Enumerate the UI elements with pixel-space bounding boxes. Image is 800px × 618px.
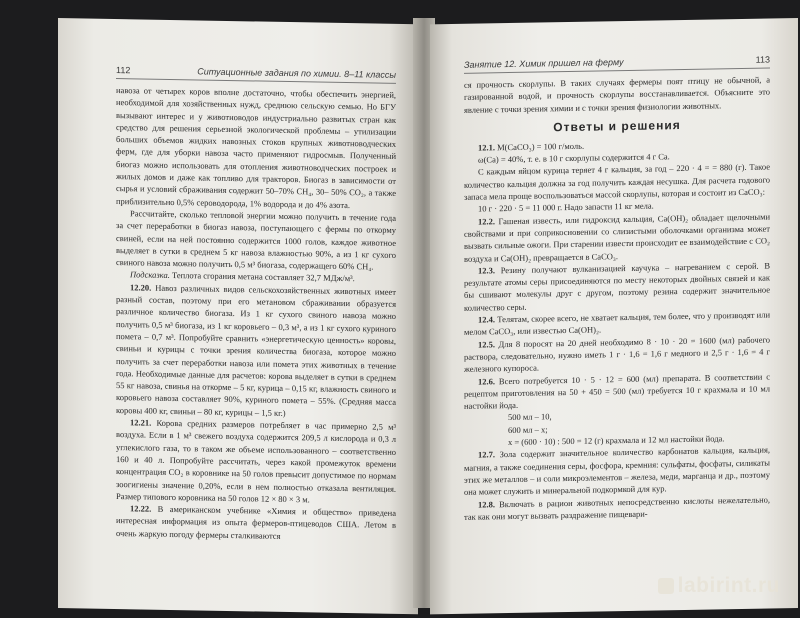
watermark — [658, 574, 780, 598]
answers-list-continued — [464, 444, 770, 523]
answer-number: 12.3. — [478, 265, 495, 276]
answer-paragraph — [464, 259, 770, 314]
answers-list — [464, 136, 770, 412]
right-page — [430, 18, 798, 614]
hint-label: Подсказка. — [130, 269, 170, 281]
answer-number: 12.4. — [478, 314, 495, 325]
paragraph: навоза от четырех коров вполне достаточно, чтобы обеспечить энергией, необходимой для хозяйственных нужд, среднюю сельскую семью. Но БГУ вызывают интерес и у животноводов индустриально развитых стран как средство для решения серьезной экологической проблемы – утилизации больших объемов жидких навозных стоков крупных животноводческих ферм, где для уборки навоза часто применяют гидросмыв. Полученный биогаз можно использовать для отопления животноводческих построек и жилых домов и даже как топливо для тракторов. Биогаз в зависимости от сырья и условий сбраживания содержит 50–70% CH₄, 30– 50% CO₂, а также приблизительно 0,5% сероводорода, 1% водорода и до 4% азота. — [116, 85, 396, 210]
answer-number: 12.8. — [478, 498, 495, 510]
left-running-title: Ситуационные задания по химии. 8–11 классы — [197, 66, 396, 80]
answer-text: Гашеная известь, или гидроксид кальция, Ca(OH)₂ обладает щелочными свойствами и при соприкосновении со слизистыми оболочками организма может вызвать сильные ожоги. При старении извести происходит ее взаимодействие с CO₂ воздуха и Ca(OH)₂ превращается в CaCO₃. — [464, 211, 771, 264]
left-page-number: 112 — [116, 65, 131, 76]
labirint-logo-icon — [658, 578, 674, 594]
answer-paragraph — [464, 161, 770, 203]
answer-text: С каждым яйцом курица теряет 4 г кальция, за год – 220 · 4 = = 880 (г). Такое количество кальция должна за год получить каждая несушка. Для расчета годового запаса мела проще воспользоваться массой скорлупы, которая и состоит из CaCO₃: — [464, 161, 770, 202]
left-page — [58, 18, 418, 614]
paragraph: Рассчитайте, сколько тепловой энергии можно получить в течение года за счет переработки в биогаз навоза, поступающего с фермы по откорму свиней, если на ней постоянно содержится 1000 голов, каждое животное выделяет в сутки в среднем 5 кг навоза влажностью 90%, а из 1 кг сухого свиного навоза можно получить 0,5 м³ биогаза, содержащего 60% CH₄. — [116, 208, 396, 272]
answer-number: 12.1. — [478, 142, 495, 153]
formula-line: 500 мл – 10, — [508, 411, 552, 423]
formula-block — [464, 407, 770, 449]
answer-text: Для 8 поросят на 20 дней необходимо 8 · 10 · 20 = 1600 (мл) рабочего раствора, следовательно, нужно иметь 1 г · 1,6 = 1,6 г медного и 2,5 г · 1,6 = 4 г железного купороса. — [464, 334, 770, 375]
open-book — [58, 18, 798, 618]
task-text: Корова средних размеров потребляет в час примерно 2,5 м³ воздуха. Если в 1 м³ свежего воздуха содержится 209,5 л кислорода и 0,3 л углекислого газа, то в таком же объеме использованного – соответственно 160 и 40 л. Попробуйте рассчитать, через какой промежуток времени концентрация CO₂ в коровнике на 50 голов превысит допустимое по нормам зоогигиены значение 0,20%, если в нем полностью отказала вентиляция. Размер типового коровника на 50 голов 12 × 80 × 3 м. — [116, 417, 397, 505]
task-text: В американском учебнике «Химия и общество» приведена интересная информация из опыта фермеров-птицеводов США. Летом в очень жаркую погоду фермеры сталкиваются — [116, 503, 397, 541]
answer-text: Телятам, скорее всего, не хватает кальция, тем более, что у производят или мелом CaCO₃, или известью Ca(OH)₂. — [464, 309, 770, 338]
answer-text: 10 г · 220 · 5 = 11 000 г. Надо запасти 11 кг мела. — [478, 200, 654, 214]
task-number: 12.20. — [130, 282, 152, 293]
answer-paragraph — [464, 333, 770, 375]
hint-text: Теплота сгорания метана составляет 32,7 МДж/м³. — [171, 270, 355, 284]
answer-number: 12.5. — [478, 338, 495, 350]
task-paragraph — [116, 281, 396, 421]
task-paragraph — [116, 502, 396, 544]
intro-paragraph: ся прочность скорлупы. В таких случаях фермеры поят птицу не обычной, а газированной водой, и прочность скорлупы восстанавливается. Объясните это явление с точки зрения химии и с точки зрения физиологии животных. — [464, 74, 770, 115]
answer-paragraph — [464, 210, 770, 265]
formula-line: x = (600 · 10) : 500 = 12 (г) крахмала и 12 мл настойки йода. — [508, 433, 725, 448]
answer-text: Резину получают вулканизацией каучука – нагреванием с серой. В результате атомы серы присоединяются по месту некоторых двойных связей и как бы сшивают молекулы друг с другом, поэтому резина содержит значительное количество серы. — [464, 260, 770, 313]
task-paragraph — [116, 416, 396, 507]
left-running-head — [116, 65, 396, 84]
right-page-number: 113 — [755, 54, 770, 65]
right-running-title: Занятие 12. Химик пришел на ферму — [464, 57, 624, 70]
answer-text: M(CaCO₃) = 100 г/моль. — [497, 140, 585, 153]
formula-line: 600 мл – x; — [508, 424, 548, 435]
answer-text: Всего потребуется 10 · 5 · 12 = 600 (мл) препарата. В соответствии с рецептом приготовления на 50 + 450 = 500 (мл) требуется 10 г крахмала и 10 мл настойки йода. — [464, 371, 771, 411]
task-text: Навоз различных видов сельскохозяйственных животных имеет разный состав, поэтому при его метановом сбраживании образуется различное количество биогаза. Из 1 кг сухого свиного навоза можно получить 0,5 м³ биогаза, из 1 кг коровьего – 0,3 м³, а из 1 кг сухого куриного помета – 0,7 м³. Попробуйте сравнить «энергетическую ценность» коровы, свиньи и курицы с точки зрения количества биогаза, которое можно получить за счет переработки навоза или помета этих животных в течение года. Необходимые данные для расчетов: корова выделяет в сутки в среднем 55 кг навоза, свинья на откорме – 5 кг, курица – 0,15 кг, влажность свиного и коровьего навоза составляет 90%, куриного помета – 55%. (Средняя масса коровы 400 кг, свиньи – 80 кг, курицы – 1,5 кг.) — [116, 282, 397, 418]
answer-paragraph — [464, 493, 770, 523]
answer-paragraph — [464, 370, 770, 412]
answer-paragraph — [464, 444, 770, 499]
answer-text: Включать в рацион животных непосредственно кислоты нежелательно, так как они могут вызвать раздражение пищевари- — [464, 493, 770, 522]
task-number: 12.21. — [130, 417, 152, 428]
answer-number: 12.7. — [478, 449, 495, 460]
answer-number: 12.6. — [478, 375, 495, 387]
section-title: Ответы и решения — [553, 117, 681, 135]
watermark-text: labirint.ru — [677, 574, 780, 597]
task-number: 12.22. — [130, 503, 152, 514]
answer-text: Зола содержит значительное количество карбонатов кальция, кальция, магния, а также соединения серы, фосфора, кремния: сульфаты, фосфаты, силикаты этих же металлов – и соли микроэлементов – железа, меди, марганца и др., поэтому она может служить и минеральной подкормкой для кур. — [464, 444, 770, 498]
right-running-head — [464, 54, 770, 73]
answer-number: 12.2. — [478, 215, 495, 227]
answer-text: ω(Ca) = 40%, т. е. в 10 г скорлупы содержится 4 г Ca. — [478, 151, 670, 165]
